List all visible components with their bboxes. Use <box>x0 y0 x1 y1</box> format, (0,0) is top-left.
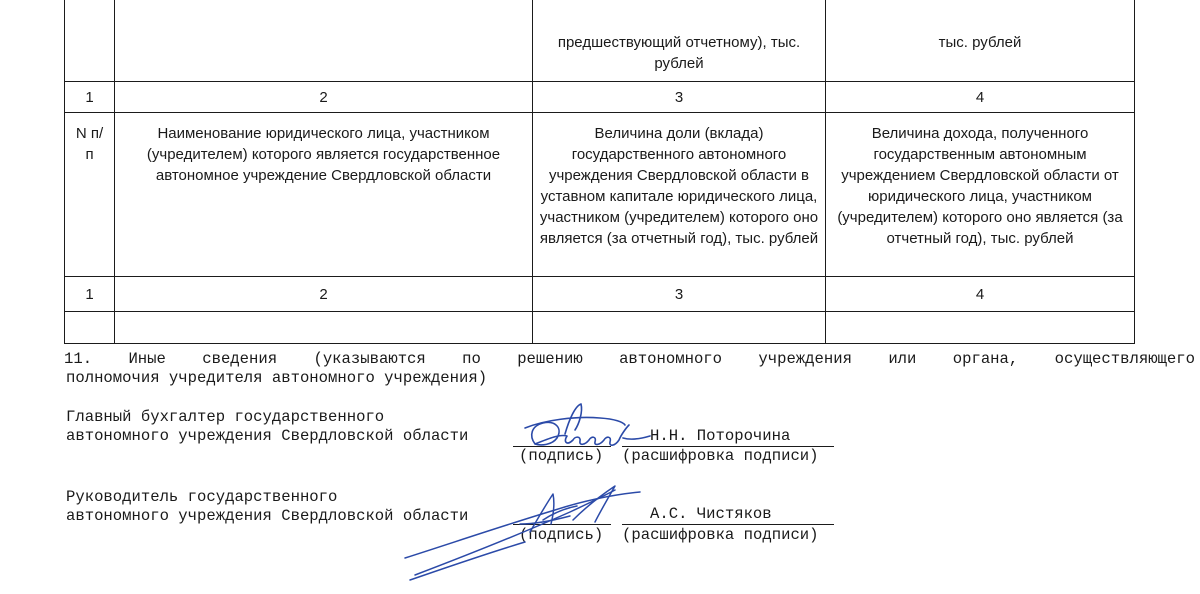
director-signature <box>395 480 655 590</box>
section-11-word: (указываются <box>313 350 426 368</box>
index-row-1-col3 <box>533 87 825 108</box>
section-11-line1 <box>64 350 1195 369</box>
section-11-line2: полномочия учредителя автономного учреждения) <box>66 369 488 387</box>
section-11-word: органа, <box>952 350 1019 368</box>
header-col4-text: Величина дохода, полученного государственным автономным учреждением Свердловской области от юридического лица, участником (учредителем) которого оно является (за отчетный год), тыс. рублей <box>837 125 1123 247</box>
section-11-word: Иные <box>128 350 166 368</box>
index-row-2-col1 <box>65 284 114 305</box>
director-name: А.С. Чистяков <box>650 505 772 523</box>
header-col2 <box>115 123 532 186</box>
name-caption: (расшифровка подписи) <box>622 526 819 544</box>
chief-accountant-title-line2: автономного учреждения Свердловской области <box>66 427 469 445</box>
index-cell: 2 <box>319 89 328 106</box>
top-row-col3-text: предшествующий отчетному), тыс. рублей <box>557 34 801 72</box>
table-vline <box>1134 0 1135 344</box>
section-11-word: осуществляющего <box>1054 350 1195 368</box>
header-col1 <box>65 123 114 165</box>
section-11-word: или <box>888 350 917 368</box>
table-hline <box>64 343 1135 344</box>
table-hline <box>64 276 1135 277</box>
director-title-line1: Руководитель государственного <box>66 488 338 506</box>
section-11-word: сведения <box>202 350 278 368</box>
index-row-2-col2 <box>115 284 532 305</box>
top-row-col4-text: тыс. рублей <box>938 34 1022 51</box>
index-row-1-col4 <box>826 87 1134 108</box>
chief-accountant-title-line1: Главный бухгалтер государственного <box>66 408 385 426</box>
chief-accountant-signature <box>505 398 655 468</box>
section-11-word: учреждения <box>758 350 852 368</box>
top-row-col3 <box>533 32 825 74</box>
section-11-word: решению <box>517 350 583 368</box>
index-row-1-col1 <box>65 87 114 108</box>
index-cell: 3 <box>674 286 684 303</box>
chief-accountant-name: Н.Н. Поторочина <box>650 427 791 445</box>
header-col3 <box>533 123 825 249</box>
name-caption: (расшифровка подписи) <box>622 447 819 465</box>
index-cell: 1 <box>85 286 94 303</box>
table-hline <box>64 81 1135 82</box>
index-cell: 2 <box>319 286 328 303</box>
director-title-line2: автономного учреждения Свердловской области <box>66 507 469 525</box>
header-col3-text: Величина доли (вклада) государственного автономного учреждения Свердловской области в уставном капитале юридического лица, участником (учредителем) которого оно является (за отчетный год), тыс. рублей <box>539 125 819 247</box>
index-cell: 4 <box>975 286 985 303</box>
index-cell: 4 <box>975 89 985 106</box>
section-11-word: по <box>462 350 481 368</box>
header-col1-text: N п/п <box>75 125 104 163</box>
index-cell: 1 <box>85 89 94 106</box>
signature-caption: (подпись) <box>519 526 604 544</box>
index-cell: 3 <box>674 89 684 106</box>
index-row-2-col4 <box>826 284 1134 305</box>
index-row-2-col3 <box>533 284 825 305</box>
index-row-1-col2 <box>115 87 532 108</box>
header-col2-text: Наименование юридического лица, участником (учредителем) которого является государственное автономное учреждение Свердловской области <box>146 125 501 184</box>
table-hline <box>64 112 1135 113</box>
top-row-col4 <box>826 32 1134 53</box>
table-hline <box>64 311 1135 312</box>
signature-caption: (подпись) <box>519 447 604 465</box>
header-col4 <box>826 123 1134 249</box>
section-11-word: 11. <box>64 350 93 368</box>
section-11-word: автономного <box>619 350 723 368</box>
